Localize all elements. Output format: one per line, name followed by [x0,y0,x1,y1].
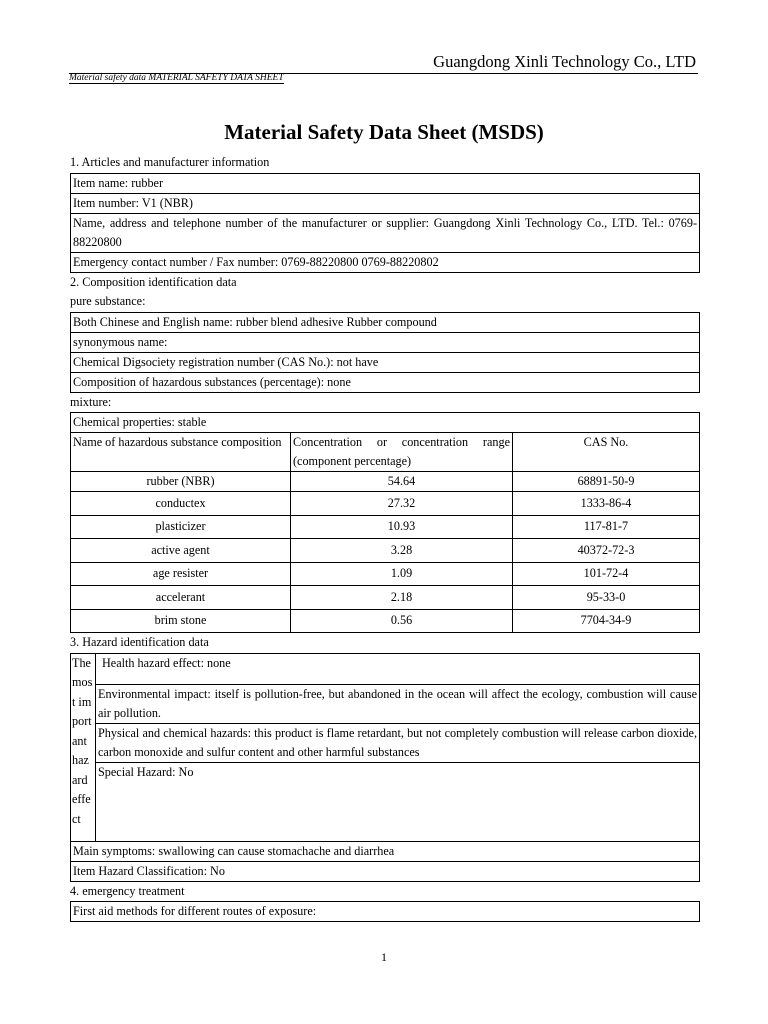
component-name: rubber (NBR) [71,472,291,492]
section4-heading: 4. emergency treatment [70,883,185,898]
table-row [71,515,700,539]
table-row [71,841,700,861]
table-row [71,562,700,586]
table-row [71,372,700,392]
special-hazard-cell: Special Hazard: No [96,762,700,841]
health-hazard-cell: Health hazard effect: none [96,653,700,684]
table-row [71,213,700,252]
section3-heading: 3. Hazard identification data [70,635,209,649]
chemical-properties-cell: Chemical properties: stable [71,413,700,433]
table-row [71,609,700,633]
section1-table [70,173,700,273]
mixture-table [70,412,700,633]
table-row [71,472,700,492]
component-name: plasticizer [71,515,291,539]
table-row [71,762,700,841]
table-header-row [71,433,700,472]
table-row [71,586,700,610]
table-row [71,902,700,922]
component-cas: 40372-72-3 [513,539,700,563]
table-row [71,252,700,272]
component-name: active agent [71,539,291,563]
page-title: Material Safety Data Sheet (MSDS) [224,120,544,144]
component-concentration: 2.18 [291,586,513,610]
component-cas: 7704-34-9 [513,609,700,633]
section2-heading: 2. Composition identification data [70,274,237,289]
table-row [71,413,700,433]
table-row [71,723,700,762]
item-name-cell: Item name: rubber [71,173,700,193]
page-number: 1 [381,950,387,964]
cas-registration-cell: Chemical Digsociety registration number (CAS No.): not have [71,352,700,372]
hazardous-composition-cell: Composition of hazardous substances (percentage): none [71,372,700,392]
first-aid-cell: First aid methods for different routes of exposure: [71,902,700,922]
table-row [71,352,700,372]
component-concentration: 3.28 [291,539,513,563]
column-header-concentration [291,433,513,472]
document-subtitle [69,73,284,83]
company-name: Guangdong Xinli Technology Co., LTD [433,52,696,71]
column-header-cas: CAS No. [513,433,700,472]
column-header-concentration-text: Concentration or concentration range (component percentage) [293,435,510,468]
emergency-contact-cell: Emergency contact number / Fax number: 0769-88220800 0769-88220802 [71,252,700,272]
component-concentration: 0.56 [291,609,513,633]
main-symptoms-cell: Main symptoms: swallowing can cause stomachache and diarrhea [71,841,700,861]
pure-substance-table [70,312,700,393]
table-row [71,312,700,332]
table-row [71,193,700,213]
component-cas: 1333-86-4 [513,492,700,516]
table-row [71,332,700,352]
component-cas: 117-81-7 [513,515,700,539]
component-cas: 95-33-0 [513,586,700,610]
item-number-cell: Item number: V1 (NBR) [71,193,700,213]
emergency-table [70,901,700,922]
document-subtitle-text: Material safety data MATERIAL SAFETY DATA SHEET [69,73,284,83]
document-body [70,153,700,922]
synonymous-name-cell: synonymous name: [71,332,700,352]
column-header-name [71,433,291,472]
component-cas: 101-72-4 [513,562,700,586]
column-header-name-text: Name of hazardous substance composition [73,435,282,449]
component-name: brim stone [71,609,291,633]
table-row [71,684,700,723]
table-row [71,539,700,563]
component-concentration: 10.93 [291,515,513,539]
pure-substance-label: pure substance: [70,294,146,308]
component-concentration: 27.32 [291,492,513,516]
hazard-table [70,653,700,882]
component-concentration: 54.64 [291,472,513,492]
chinese-english-name-cell: Both Chinese and English name: rubber blend adhesive Rubber compound [71,312,700,332]
table-row [71,492,700,516]
component-cas: 68891-50-9 [513,472,700,492]
component-name: age resister [71,562,291,586]
mixture-label: mixture: [70,394,112,409]
table-row [71,861,700,881]
hazard-side-label: The most important hazard effect [71,653,96,841]
table-row [71,173,700,193]
hazard-classification-cell: Item Hazard Classification: No [71,861,700,881]
component-concentration: 1.09 [291,562,513,586]
physical-chemical-hazards-cell: Physical and chemical hazards: this product is flame retardant, but not completely combustion will release carbon dioxide, carbon monoxide and sulfur content and other harmful substances [96,723,700,762]
section1-heading: 1. Articles and manufacturer information [70,155,270,169]
manufacturer-cell: Name, address and telephone number of the manufacturer or supplier: Guangdong Xinli Technology Co., LTD. Tel.: 0769-88220800 [71,213,700,252]
table-row [71,653,700,684]
environmental-impact-cell: Environmental impact: itself is pollution-free, but abandoned in the ocean will affect the ecology, combustion will cause air pollution. [96,684,700,723]
component-name: accelerant [71,586,291,610]
component-name: conductex [71,492,291,516]
